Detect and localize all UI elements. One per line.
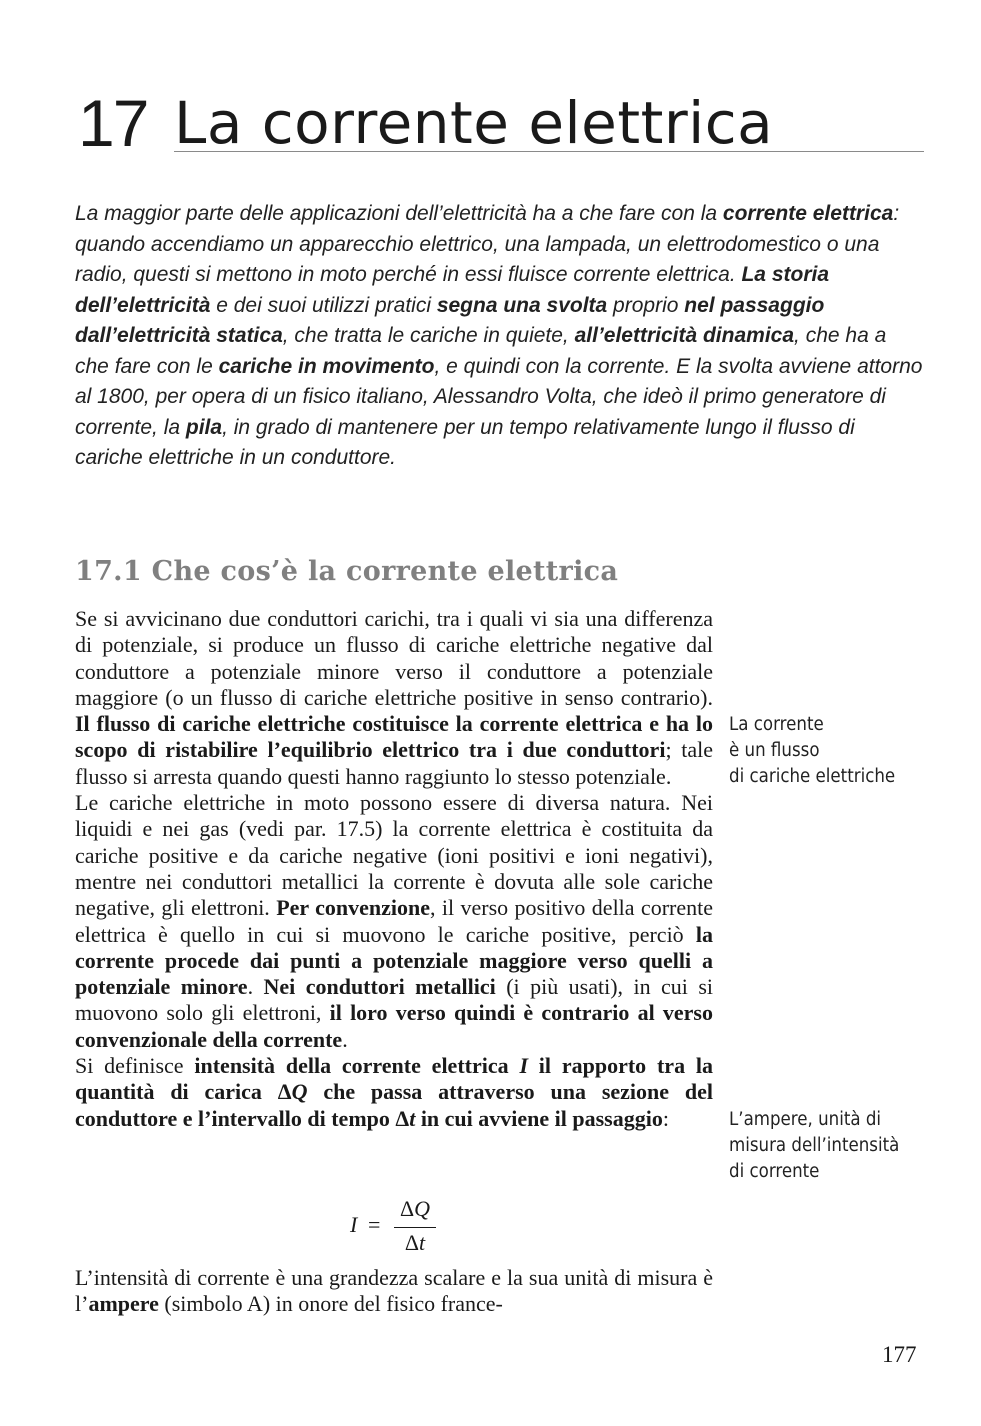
intro-text: , in grado di mantenere per un tempo relativamente lungo il flusso di cariche elettriche in un conduttore. <box>75 415 855 469</box>
intro-bold: pila <box>185 415 223 439</box>
section-heading: 17.1 Che cos’è la corrente elettrica <box>75 556 619 587</box>
paragraph-text: ; tale flusso si arresta quando questi hanno raggiunto lo stesso potenziale. <box>75 737 713 789</box>
title-rule <box>174 151 924 152</box>
intro-bold: cariche in movimento <box>218 354 435 378</box>
margin-note-line: L’ampere, unità di <box>729 1109 882 1130</box>
paragraph <box>75 1053 713 1132</box>
paragraph-bold: il loro verso quindi è contrario al verso convenzionale della corrente <box>75 1000 713 1052</box>
chapter-title: La corrente elettrica <box>174 89 774 157</box>
paragraph-text: , il verso positivo della corrente elettrica è quello in cui si muovono le cariche positive, perciò <box>75 895 713 947</box>
paragraph <box>75 606 713 790</box>
intro-bold: segna una svolta <box>436 293 608 317</box>
margin-note-ampere <box>729 1107 909 1185</box>
chapter-intro <box>75 199 925 474</box>
paragraph-bold: Il flusso di cariche elettriche costituisce la corrente elettrica e ha lo scopo di ristabilire l’equilibrio elettrico tra i due conduttori <box>75 711 713 763</box>
fraction-bar <box>394 1227 436 1228</box>
intro-text: : quando accendiamo un apparecchio elettrico, una lampada, un elettrodomestico o una radio, questi si mettono in moto perché in essi fluisce corrente elettrica. <box>75 202 900 286</box>
page-number: 177 <box>882 1342 917 1367</box>
intro-text: , che tratta le cariche in quiete, <box>282 324 575 347</box>
intro-text: , e quindi con la corrente. E la svolta avviene attorno al 1800, per opera di un fisico italiano, Alessandro Volta, che ideò il primo generatore di corrente, la <box>75 354 923 439</box>
intro-bold: nel passaggio dall’elettricità statica <box>75 293 825 347</box>
paragraph-text: : <box>662 1105 669 1131</box>
paragraph-text: L’intensità di corrente è una grandezza scalare e la sua unità di misura è l’ <box>75 1265 713 1317</box>
paragraph-text: (i più usati), in cui si muovono solo gli elettroni, <box>75 974 713 1026</box>
intro-text: , che ha a che fare con le <box>75 324 887 378</box>
paragraph <box>75 1265 713 1318</box>
intro-text: La maggior parte delle applicazioni dell’elettricità ha a che fare con la <box>75 202 723 225</box>
margin-note-current-flow <box>729 712 909 790</box>
margin-note-line: di corrente <box>729 1161 820 1182</box>
margin-note-line: La corrente <box>729 714 824 735</box>
paragraph-bold: Nei conduttori metallici <box>263 974 496 1000</box>
margin-note-line: misura dell’intensità <box>729 1135 900 1156</box>
margin-note-line: di cariche elettriche <box>729 766 896 787</box>
paragraph-text: . <box>247 974 264 1000</box>
paragraph-bold: ampere <box>88 1291 159 1317</box>
paragraph-text: Se si avvicinano due conduttori carichi, tra i quali vi sia una differenza di potenziale, si produce un flusso di cariche elettriche negative dal conduttore a potenziale minore verso il conduttore a potenziale maggiore (o un flusso di cariche elettriche positive in senso contrario). <box>75 606 713 710</box>
formula-equals: = <box>368 1212 381 1237</box>
intro-bold: La storia dell’elettricità <box>75 263 830 317</box>
chapter-header <box>78 88 924 158</box>
paragraph-bold: la corrente procede dai punti a potenziale maggiore verso quelli a potenziale minore <box>75 921 713 1000</box>
section-body-continued <box>75 1265 713 1318</box>
intro-text: e dei suoi utilizzi pratici <box>210 293 437 317</box>
paragraph-text: Le cariche elettriche in moto possono essere di diversa natura. Nei liquidi e nei gas (vedi par. 17.5) la corrente elettrica è costituita da cariche positive e da cariche negative (ioni positivi e ioni negativi), mentre nei conduttori metallici la corrente è dovuta alle sole cariche negative, gli elettroni. <box>75 790 713 921</box>
current-intensity-formula <box>350 1196 450 1260</box>
paragraph <box>75 790 713 1053</box>
formula-lhs: I <box>350 1212 358 1237</box>
margin-note-line: è un flusso <box>729 740 820 761</box>
section-body <box>75 606 713 1132</box>
intro-bold: corrente elettrica <box>722 202 894 225</box>
formula-denominator: Δt <box>404 1230 426 1255</box>
chapter-number: 17 <box>78 86 148 160</box>
paragraph-text: . <box>342 1026 348 1052</box>
intro-bold: all’elettricità dinamica <box>574 324 795 347</box>
paragraph-text: Si definisce <box>75 1053 195 1079</box>
paragraph-bold: Per convenzione <box>276 895 431 921</box>
intro-text: proprio <box>607 293 685 317</box>
paragraph-bold: intensità della corrente elettrica I il rapporto tra la quantità di carica ΔQ che passa attraverso una sezione del conduttore e l’intervallo di tempo Δt in cui avviene il passaggio <box>75 1053 713 1131</box>
formula-numerator: ΔQ <box>399 1196 431 1221</box>
paragraph-text: (simbolo A) in onore del fisico france- <box>158 1291 503 1317</box>
